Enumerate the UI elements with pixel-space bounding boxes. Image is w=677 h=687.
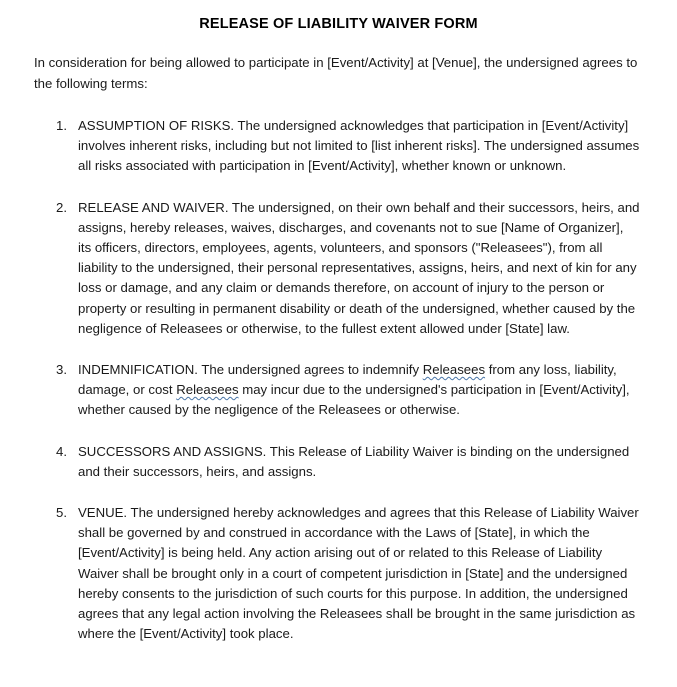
term-item-venue: [0, 503, 677, 644]
term-text: SUCCESSORS AND ASSIGNS. This Release of Liability Waiver is binding on the undersigned and their successors, heirs, and assigns.: [78, 443, 630, 479]
term-text: [78, 362, 630, 417]
list-marker: 3.: [56, 362, 67, 378]
term-item-assumption-of-risks: [0, 116, 677, 177]
terms-list: [0, 116, 677, 644]
term-text: ASSUMPTION OF RISKS. The undersigned acknowledges that participation in [Event/Activity] involves inherent risks, including but not limited to [list inherent risks]. The undersigned assumes all risks associated with participation in [Event/Activity], whether known or unknown.: [78, 118, 640, 174]
list-marker: 5.: [56, 505, 67, 521]
term-text-segment: may incur due to the undersigned's participation in [Event/Activity], whether caused by the negligence of the Releasees or otherwise.: [78, 382, 630, 418]
list-marker: 1.: [56, 118, 67, 133]
list-marker: 2.: [56, 199, 67, 215]
list-marker: 4.: [56, 443, 67, 459]
spellcheck-flagged-word[interactable]: Releasees: [422, 362, 486, 378]
term-item-indemnification: [0, 360, 677, 421]
page-title: RELEASE OF LIABILITY WAIVER FORM: [199, 16, 478, 32]
term-text: VENUE. The undersigned hereby acknowledges and agrees that this Release of Liability Waiver shall be governed by and construed in accordance with the Laws of [State], in which the [Event/Activity] is being held. Any action arising out of or related to this Release of Liability Waiver shall be brought only in a court of competent jurisdiction in [State] and the undersigned hereby consents to the jurisdiction of such courts for this purpose. In addition, the undersigned agrees that any legal action involving the Releasees shall be brought in the same jurisdiction as where the [Event/Activity] took place.: [78, 505, 639, 642]
term-item-release-and-waiver: [0, 198, 677, 339]
spellcheck-flagged-word[interactable]: Releasees: [176, 382, 239, 398]
intro-paragraph: In consideration for being allowed to participate in [Event/Activity] at [Venue], the undersigned agrees to the following terms:: [34, 55, 638, 91]
term-text-segment: INDEMNIFICATION. The undersigned agrees to indemnify: [78, 362, 423, 378]
term-text: RELEASE AND WAIVER. The undersigned, on their own behalf and their successors, heirs, and assigns, hereby releases, waives, discharges, and covenants not to sue [Name of Organizer], its officers, directors, employees, agents, volunteers, and sponsors ("Releasees"), from all liability to the undersigned, their personal representatives, assigns, heirs, and next of kin for any loss or damage, and any claim or demands therefore, on account of injury to the person or property or resulting in permanent disability or death of the undersigned, whether caused by the negligence of Releasees or otherwise, to the fullest extent allowed under [State] law.: [78, 199, 640, 336]
term-text-segment: from any loss, liability, damage, or cost: [78, 362, 617, 398]
term-item-successors-and-assigns: [0, 442, 677, 482]
